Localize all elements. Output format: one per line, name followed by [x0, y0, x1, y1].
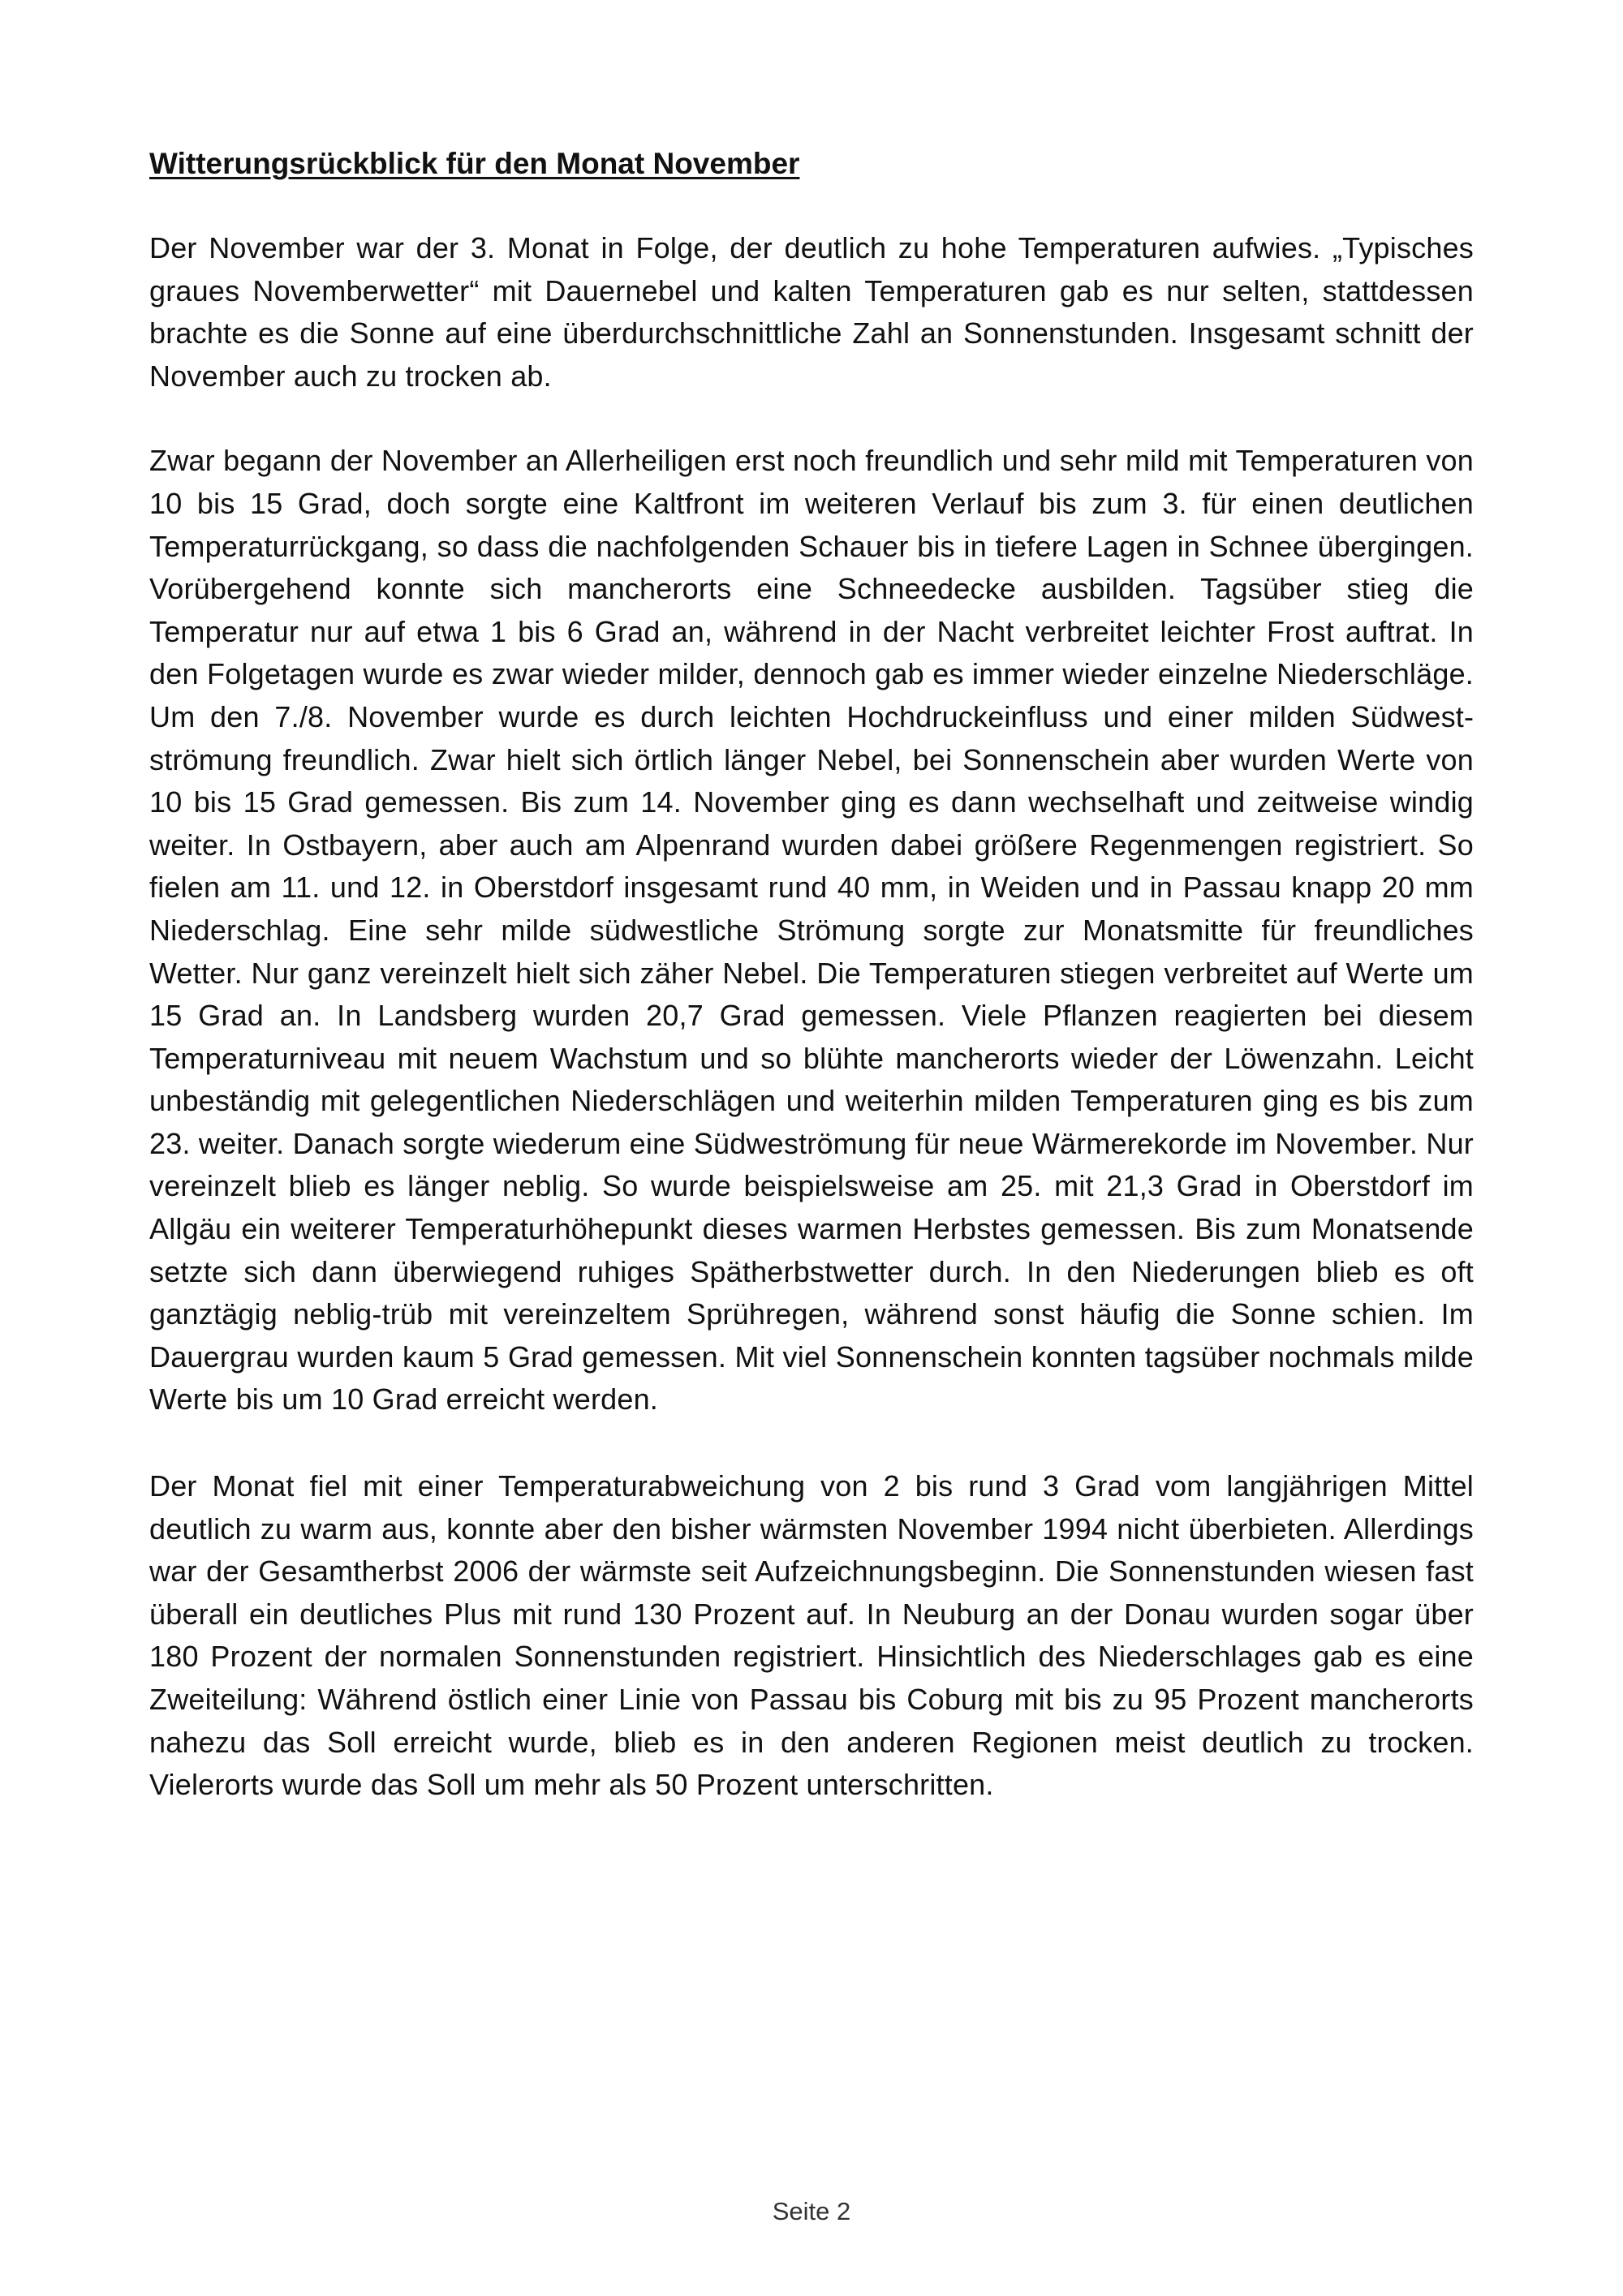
paragraph-summary: Der Monat fiel mit einer Temperaturabweichung von 2 bis rund 3 Grad vom langjährigen Mittel deutlich zu warm aus, konnte aber den bisher wärmsten November 1994 nicht überbieten. Allerdings war der Gesamtherbst 2006 der wärmste seit Aufzeichnungsbeginn. Die Sonnenstunden wiesen fast überall ein deutliches Plus mit rund 130 Prozent auf. In Neuburg an der Donau wurden sogar über 180 Prozent der normalen Sonnenstunden registriert. Hinsichtlich des Niederschlages gab es eine Zweiteilung: Während östlich einer Linie von Passau bis Coburg mit bis zu 95 Prozent mancherorts nahezu das Soll erreicht wurde, blieb es in den anderen Regionen meist deutlich zu trocken. Vielerorts wurde das Soll um mehr als 50 Prozent unterschritten.	[149, 1469, 1474, 1802]
paragraph-intro: Der November war der 3. Monat in Folge, der deutlich zu hohe Temperaturen aufwies. „Typisches graues Novemberwetter“ mit Dauernebel und kalten Temperaturen gab es nur selten, stattdessen brachte es die Sonne auf eine überdurchschnittliche Zahl an Sonnenstunden. Insgesamt schnitt der November auch zu trocken ab.	[149, 231, 1474, 393]
paragraph-course: Zwar begann der November an Allerheiligen erst noch freundlich und sehr mild mit Temperaturen von 10 bis 15 Grad, doch sorgte eine Kaltfront im weiteren Verlauf bis zum 3. für einen deutlichen Temperaturrückgang, so dass die nachfolgenden Schauer bis in tiefere Lagen in Schnee übergingen. Vorübergehend konnte sich mancherorts eine Schneedecke ausbilden. Tagsüber stieg die Temperatur nur auf etwa 1 bis 6 Grad an, während in der Nacht verbreitet leichter Frost auftrat. In den Folgetagen wurde es zwar wieder milder, dennoch gab es immer wieder einzelne Niederschläge. Um den 7./8. November wurde es durch leichten Hochdruckeinfluss und einer milden Südwestströmung freundlich. Zwar hielt sich örtlich länger Nebel, bei Sonnenschein aber wurden Werte von 10 bis 15 Grad gemessen. Bis zum 14. November ging es dann wechselhaft und zeitweise windig weiter. In Ostbayern, aber auch am Alpenrand wurden dabei größere Regenmengen registriert. So fielen am 11. und 12. in Oberstdorf insgesamt rund 40 mm, in Weiden und in Passau knapp 20 mm Niederschlag. Eine sehr milde südwestliche Strömung sorgte zur Monatsmitte für freundliches Wetter. Nur ganz vereinzelt hielt sich zäher Nebel. Die Temperaturen stiegen verbreitet auf Werte um 15 Grad an. In Landsberg wurden 20,7 Grad gemessen. Viele Pflanzen reagierten bei diesem Temperaturniveau mit neuem Wachstum und so blühte mancherorts wieder der Löwenzahn. Leicht unbeständig mit gelegentlichen Niederschlägen und weiterhin milden Temperaturen ging es bis zum 23. weiter. Danach sorgte wiederum eine Südweströmung für neue Wärmerekorde im November. Nur vereinzelt blieb es länger neblig. So wurde beispielsweise am 25. mit 21,3 Grad in Oberstdorf im Allgäu ein weiterer Temperaturhöhepunkt dieses warmen Herbstes gemessen. Bis zum Monatsende setzte sich dann überwiegend ruhiges Spätherbstwetter durch. In den Niederungen blieb es oft ganztägig neblig-trüb mit vereinzeltem Sprühregen, während sonst häufig die Sonne schien. Im Dauergrau wurden kaum 5 Grad gemessen. Mit viel Sonnenschein konnten tagsüber nochmals milde Werte bis um 10 Grad erreicht werden.	[149, 444, 1474, 1417]
page-number: Seite 2	[772, 2197, 851, 2225]
document-body	[149, 143, 1474, 1807]
document-title: Witterungsrückblick für den Monat November	[149, 147, 800, 180]
